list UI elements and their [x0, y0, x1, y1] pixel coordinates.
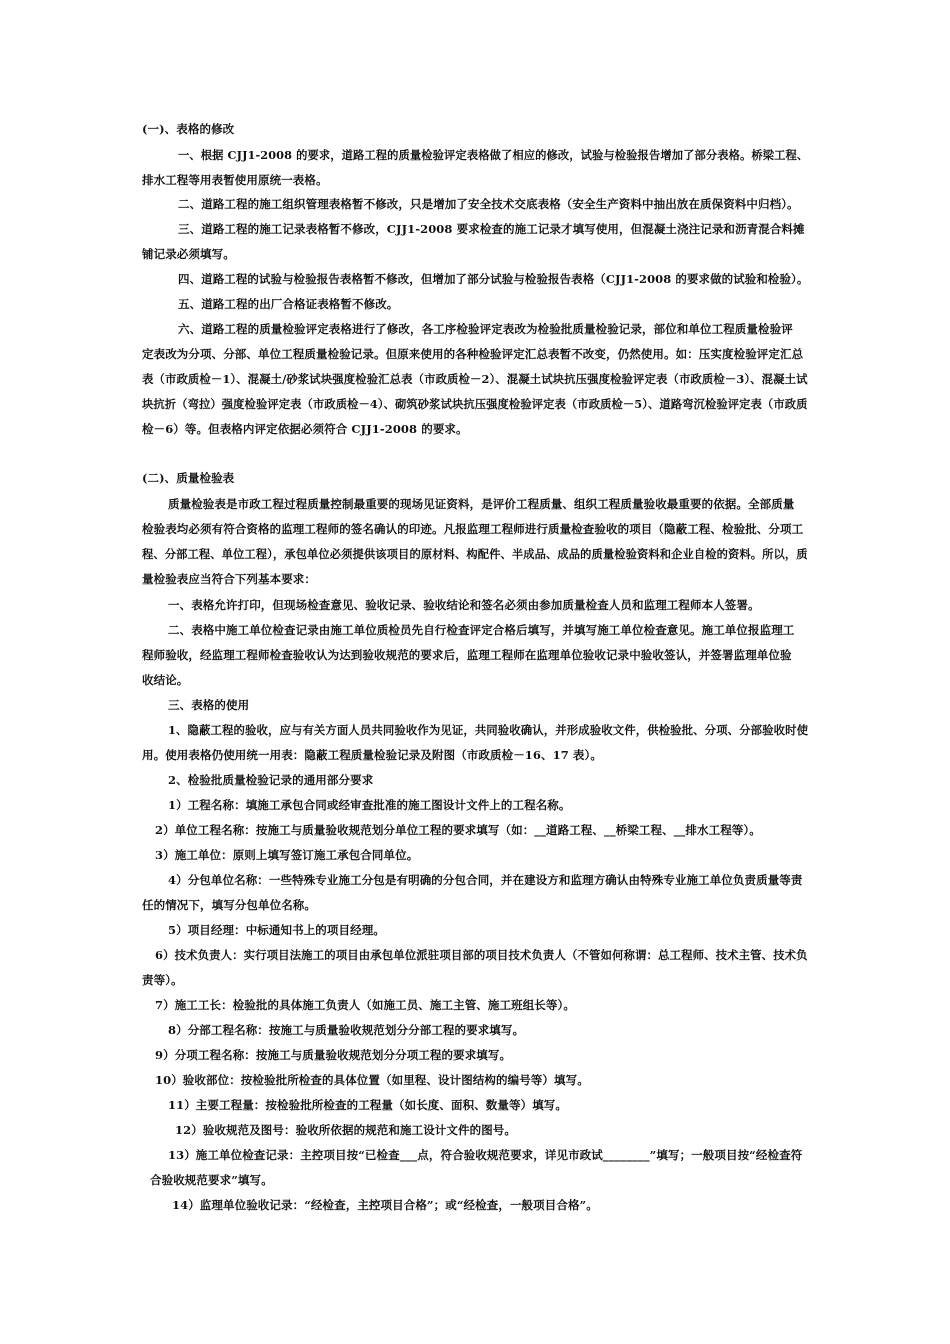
section2-line: 责等）。: [142, 973, 183, 987]
section2-line: 1、隐蔽工程的验收，应与有关方面人员共同验收作为见证，共同验收确认，并形成验收文件，供检验批、分项、分部验收时使: [168, 723, 809, 737]
section1-line: 铺记录必须填写。: [142, 247, 235, 261]
section2-heading: (二)、质量检验表: [142, 471, 235, 485]
section2-line: 质量检验表是市政工程过程质量控制最重要的现场见证资料，是评价工程质量、组织工程质量验收最重要的依据。全部质量: [168, 497, 795, 511]
section2-line: 8）分部工程名称：按施工与质量验收规范划分分部工程的要求填写。: [168, 1023, 525, 1037]
section1-line: 四、道路工程的试验与检验报告表格暂不修改，但增加了部分试验与检验报告表格（CJJ1-2008 的要求做的试验和检验）。: [178, 272, 809, 286]
section1-line: 二、道路工程的施工组织管理表格暂不修改，只是增加了安全技术交底表格（安全生产资料中抽出放在质保资料中归档）。: [178, 197, 799, 211]
section2-line: 6）技术负责人：实行项目法施工的项目由承包单位派驻项目部的项目技术负责人（不管如何称谓：总工程师、技术主管、技术负: [155, 948, 808, 962]
section2-line: 3）施工单位：原则上填写签订施工承包合同单位。: [155, 848, 419, 862]
section2-line: 11）主要工程量：按检验批所检查的工程量（如长度、面积、数量等）填写。: [168, 1098, 567, 1112]
section1-line: 六、道路工程的质量检验评定表格进行了修改，各工序检验评定表改为检验批质量检验记录，部位和单位工程质量检验评: [178, 322, 793, 336]
section1-line: 检－6）等。但表格内评定依据必须符合 CJJ1-2008 的要求。: [142, 422, 468, 436]
section2-line: 9）分项工程名称：按施工与质量验收规范划分分项工程的要求填写。: [155, 1048, 512, 1062]
section2-line: 三、表格的使用: [168, 698, 250, 712]
section2-line: 一、表格允许打印，但现场检查意见、验收记录、验收结论和签名必须由参加质量检查人员和监理工程师本人签署。: [168, 598, 760, 612]
section2-line: 2、检验批质量检验记录的通用部分要求: [168, 773, 374, 787]
section2-line: 检验表均必须有符合资格的监理工程师的签名确认的印迹。凡报监理工程师进行质量检查验收的项目（隐蔽工程、检验批、分项工: [142, 522, 804, 536]
section2-line: 量检验表应当符合下列基本要求：: [142, 572, 316, 586]
section1-line: 五、道路工程的出厂合格证表格暂不修改。: [178, 297, 399, 311]
section2-line: 2）单位工程名称：按施工与质量验收规范划分单位工程的要求填写（如：__道路工程、__桥梁工程、__排水工程等）。: [155, 823, 761, 837]
section2-line: 7）施工工长：检验批的具体施工负责人（如施工员、施工主管、施工班组长等）。: [155, 998, 575, 1012]
section2-line: 4）分包单位名称：一些特殊专业施工分包是有明确的分包合同，并在建设方和监理方确认由特殊专业施工单位负责质量等责: [168, 873, 803, 887]
section2-line: 1）工程名称：填施工承包合同或经审查批准的施工图设计文件上的工程名称。: [168, 798, 571, 812]
section2-line: 用。使用表格仍使用统一用表：隐蔽工程质量检验记录及附图（市政质检－16、17 表）。: [142, 748, 602, 762]
section1-line: 表（市政质检－1）、混凝土/砂浆试块强度检验汇总表（市政质检－2）、混凝土试块抗压强度检验评定表（市政质检－3）、混凝土试: [142, 372, 808, 386]
section2-line: 二、表格中施工单位检查记录由施工单位质检员先自行检查评定合格后填写，并填写施工单位检查意见。施工单位报监理工: [168, 623, 795, 637]
section2-line: 合验收规范要求”填写。: [150, 1173, 273, 1187]
section2-line: 程师验收，经监理工程师检查验收认为达到验收规范的要求后，监理工程师在监理单位验收记录中验收签认，并签署监理单位验: [142, 648, 792, 662]
section2-line: 5）项目经理：中标通知书上的项目经理。: [168, 923, 385, 937]
section1-line: 排水工程等用表暂使用原统一表格。: [142, 173, 328, 187]
section2-line: 12）验收规范及图号：验收所依据的规范和施工设计文件的图号。: [175, 1123, 516, 1137]
section2-line: 任的情况下，填写分包单位名称。: [142, 898, 316, 912]
section2-line: 10）验收部位：按检验批所检查的具体位置（如里程、设计图结构的编号等）填写。: [155, 1073, 589, 1087]
section1-line: 三、道路工程的施工记录表格暂不修改，CJJ1-2008 要求检查的施工记录才填写使用，但混凝土浇注记录和沥青混合料摊: [178, 222, 805, 236]
section1-line: 定表改为分项、分部、单位工程质量检验记录。但原来使用的各种检验评定汇总表暂不改变，仍然使用。如：压实度检验评定汇总: [142, 347, 804, 361]
section1-heading: (一)、表格的修改: [142, 122, 235, 136]
section2-line: 14）监理单位验收记录：“经检查，主控项目合格”；或“经检查，一般项目合格”。: [172, 1198, 598, 1212]
section2-line: 收结论。: [142, 673, 189, 687]
section2-line: 13）施工单位检查记录：主控项目按“已检查___点，符合验收规范要求，详见市政试________”填写；一般项目按“经检查符: [168, 1148, 803, 1162]
section2-line: 程、分部工程、单位工程），承包单位必须提供该项目的原材料、构配件、半成品、成品的质量检验资料和企业自检的资料。所以，质: [142, 547, 808, 561]
section1-line: 块抗折（弯拉）强度检验评定表（市政质检－4）、砌筑砂浆试块抗压强度检验评定表（市政质检－5）、道路弯沉检验评定表（市政质: [142, 397, 808, 411]
section1-line: 一、根据 CJJ1-2008 的要求，道路工程的质量检验评定表格做了相应的修改，试验与检验报告增加了部分表格。桥梁工程、: [178, 148, 809, 162]
